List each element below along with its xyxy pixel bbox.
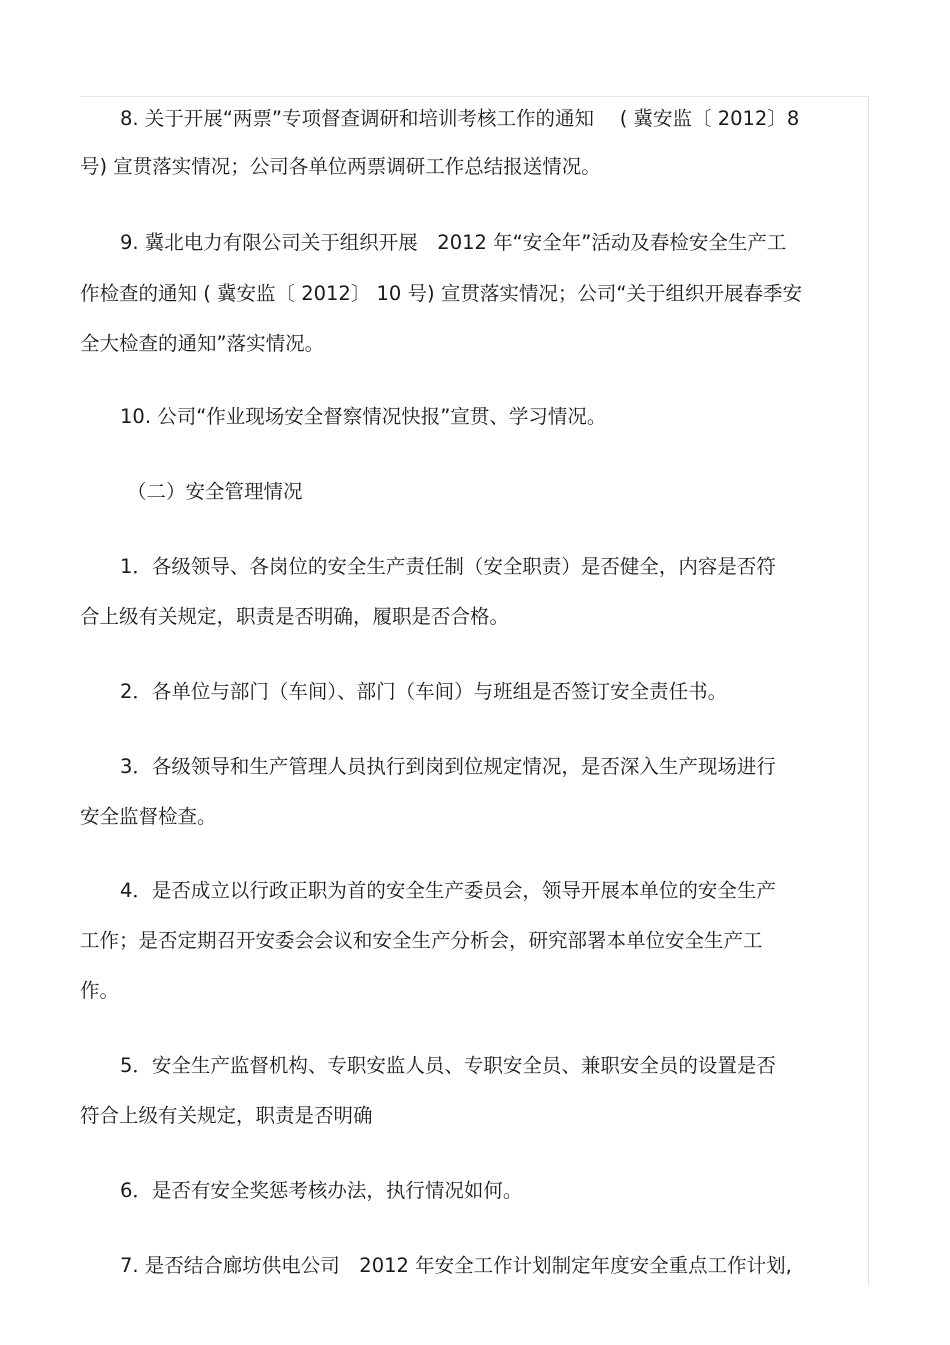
mgmt-item-1-line-1: 1．各级领导、各岗位的安全生产责任制（安全职责）是否健全，内容是否符 bbox=[120, 555, 776, 578]
mgmt-item-3-line-1: 3．各级领导和生产管理人员执行到岗到位规定情况，是否深入生产现场进行 bbox=[120, 755, 776, 778]
page-border-top bbox=[80, 96, 868, 97]
item-9-line-2: 作检查的通知 ( 冀安监〔 2012〕 10 号) 宣贯落实情况；公司“关于组织开展春季安 bbox=[80, 282, 802, 305]
item-8-line-2: 号) 宣贯落实情况；公司各单位两票调研工作总结报送情况。 bbox=[80, 155, 601, 178]
item-9-line-1: 9. 冀北电力有限公司关于组织开展 2012 年“安全年”活动及春检安全生产工 bbox=[120, 231, 787, 254]
mgmt-item-6-line-1: 6．是否有安全奖惩考核办法，执行情况如何。 bbox=[120, 1179, 523, 1202]
mgmt-item-5-line-1: 5．安全生产监督机构、专职安监人员、专职安全员、兼职安全员的设置是否 bbox=[120, 1054, 776, 1077]
item-8-line-1: 8. 关于开展“两票”专项督查调研和培训考核工作的通知 ( 冀安监〔 2012〕8 bbox=[120, 107, 800, 130]
mgmt-item-2-line-1: 2．各单位与部门（车间）、部门（车间）与班组是否签订安全责任书。 bbox=[120, 680, 728, 703]
mgmt-item-7-line-1: 7. 是否结合廊坊供电公司 2012 年安全工作计划制定年度安全重点工作计划, bbox=[120, 1254, 792, 1277]
mgmt-item-4-line-3: 作。 bbox=[80, 979, 120, 1002]
mgmt-item-4-line-2: 工作；是否定期召开安委会会议和安全生产分析会，研究部署本单位安全生产工 bbox=[80, 929, 763, 952]
mgmt-item-4-line-1: 4．是否成立以行政正职为首的安全生产委员会，领导开展本单位的安全生产 bbox=[120, 879, 776, 902]
mgmt-item-3-line-2: 安全监督检查。 bbox=[80, 805, 217, 828]
item-10-line-1: 10. 公司“作业现场安全督察情况快报”宣贯、学习情况。 bbox=[120, 405, 607, 428]
mgmt-item-5-line-2: 符合上级有关规定，职责是否明确 bbox=[80, 1104, 373, 1127]
mgmt-item-1-line-2: 合上级有关规定，职责是否明确，履职是否合格。 bbox=[80, 605, 510, 628]
section-heading-safety-management: （二）安全管理情况 bbox=[127, 480, 303, 503]
item-9-line-3: 全大检查的通知”落实情况。 bbox=[80, 332, 325, 355]
